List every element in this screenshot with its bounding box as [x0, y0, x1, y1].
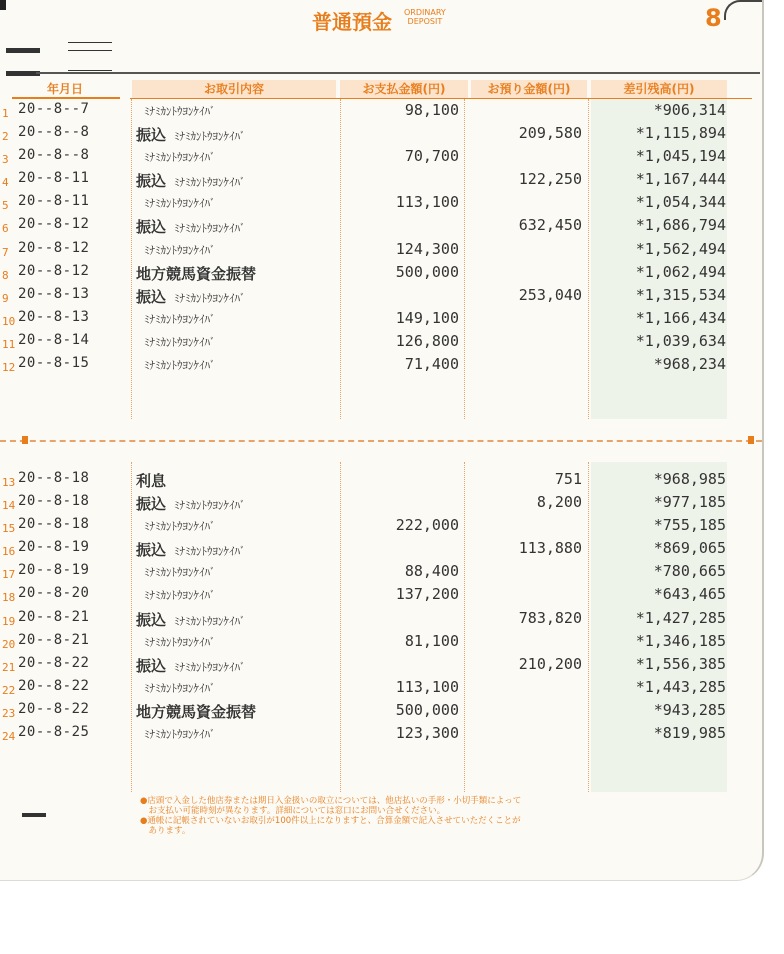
transaction-row	[0, 583, 784, 606]
balance-amount: *1,443,285	[635, 677, 726, 696]
transaction-date: 20--8-20	[18, 585, 90, 602]
transaction-date: 20--8-22	[18, 654, 90, 671]
footnote-line: お支払い可能時刻が異なります。詳細については窓口にお問い合せください。	[140, 806, 446, 816]
transaction-description	[136, 493, 246, 514]
transaction-date: 20--8-18	[18, 516, 90, 533]
balance-amount: *968,985	[653, 470, 726, 488]
row-number: 23	[2, 706, 16, 720]
balance-amount: *1,315,534	[635, 285, 726, 304]
transaction-type: 振込	[136, 656, 167, 675]
transaction-payee: ﾐﾅﾐｶﾝﾄｳﾖﾝｹｲﾊﾞ	[144, 635, 216, 649]
transaction-row	[0, 537, 784, 560]
deposit-amount: 209,580	[518, 124, 582, 143]
transaction-description	[136, 124, 246, 145]
withdrawal-amount: 70,700	[404, 147, 459, 166]
transaction-type: 振込	[136, 172, 167, 191]
column-header-withdrawal: お支払金額(円)	[340, 80, 468, 98]
transaction-payee: ﾐﾅﾐｶﾝﾄｳﾖﾝｹｲﾊﾞ	[174, 614, 246, 628]
balance-amount: *1,167,444	[635, 170, 726, 189]
transaction-row	[0, 168, 784, 191]
withdrawal-amount: 124,300	[395, 239, 459, 258]
transaction-date: 20--8-22	[18, 700, 90, 717]
transaction-description	[136, 470, 174, 491]
transaction-description	[136, 609, 246, 630]
column-header-date: 年月日	[46, 82, 83, 96]
balance-amount: *1,039,634	[635, 331, 726, 350]
transaction-description	[136, 147, 216, 165]
transaction-payee: ﾐﾅﾐｶﾝﾄｳﾖﾝｹｲﾊﾞ	[144, 728, 216, 742]
withdrawal-amount: 123,300	[395, 724, 459, 743]
withdrawal-amount: 113,100	[395, 677, 459, 696]
row-number: 18	[2, 591, 16, 605]
row-number: 10	[2, 314, 16, 328]
transaction-payee: ﾐﾅﾐｶﾝﾄｳﾖﾝｹｲﾊﾞ	[144, 197, 216, 211]
balance-amount: *1,045,194	[635, 147, 726, 166]
deposit-amount: 122,250	[518, 170, 582, 189]
balance-amount: *1,062,494	[635, 262, 726, 281]
transaction-payee: ﾐﾅﾐｶﾝﾄｳﾖﾝｹｲﾊﾞ	[174, 660, 246, 674]
transaction-row	[0, 676, 784, 699]
transaction-type: 振込	[136, 218, 167, 237]
transaction-date: 20--8-12	[18, 262, 90, 279]
transaction-description	[136, 309, 216, 327]
transaction-date: 20--8-21	[18, 631, 90, 648]
line-mark	[68, 70, 112, 71]
transaction-row	[0, 99, 784, 122]
transaction-date: 20--8-11	[18, 170, 90, 187]
transaction-payee: ﾐﾅﾐｶﾝﾄｳﾖﾝｹｲﾊﾞ	[144, 681, 216, 695]
withdrawal-amount: 88,400	[404, 562, 459, 581]
column-header-deposit: お預り金額(円)	[471, 80, 587, 98]
deposit-amount: 8,200	[536, 493, 582, 512]
transaction-date: 20--8-11	[18, 193, 90, 210]
row-number: 9	[2, 291, 9, 305]
transaction-description	[136, 539, 246, 560]
transaction-payee: ﾐﾅﾐｶﾝﾄｳﾖﾝｹｲﾊﾞ	[174, 130, 246, 144]
row-number: 19	[2, 614, 16, 628]
transaction-type: 振込	[136, 126, 167, 145]
footnote-line: あります。	[140, 826, 191, 836]
transaction-description	[136, 101, 216, 119]
row-number: 15	[2, 522, 16, 536]
transaction-date: 20--8--8	[18, 147, 90, 164]
transaction-row	[0, 145, 784, 168]
transaction-row	[0, 630, 784, 653]
transaction-payee: ﾐﾅﾐｶﾝﾄｳﾖﾝｹｲﾊﾞ	[144, 359, 216, 373]
transaction-description	[136, 240, 216, 258]
balance-amount: *1,054,344	[635, 193, 726, 212]
transaction-row	[0, 491, 784, 514]
transaction-date: 20--8-13	[18, 308, 90, 325]
transaction-payee: ﾐﾅﾐｶﾝﾄｳﾖﾝｹｲﾊﾞ	[174, 545, 246, 559]
transaction-payee: ﾐﾅﾐｶﾝﾄｳﾖﾝｹｲﾊﾞ	[144, 566, 216, 580]
transaction-description	[136, 678, 216, 696]
balance-amount: *977,185	[653, 493, 726, 512]
transaction-description	[136, 562, 216, 580]
page-edge-mark	[0, 0, 6, 10]
withdrawal-amount: 500,000	[395, 262, 459, 281]
page-corner	[724, 0, 762, 20]
balance-amount: *1,346,185	[635, 631, 726, 650]
row-number: 17	[2, 568, 16, 582]
withdrawal-amount: 126,800	[395, 331, 459, 350]
row-number: 8	[2, 268, 9, 282]
row-number: 2	[2, 130, 9, 144]
transaction-type: 振込	[136, 287, 167, 306]
transaction-description	[136, 263, 264, 284]
transaction-list-top	[0, 99, 784, 376]
balance-amount: *1,556,385	[635, 654, 726, 673]
row-number: 7	[2, 245, 9, 259]
transaction-payee: ﾐﾅﾐｶﾝﾄｳﾖﾝｹｲﾊﾞ	[144, 312, 216, 326]
withdrawal-amount: 137,200	[395, 585, 459, 604]
row-number: 16	[2, 545, 16, 559]
transaction-type: 利息	[136, 472, 167, 490]
transaction-row	[0, 238, 784, 261]
withdrawal-amount: 149,100	[395, 308, 459, 327]
page-number: 8	[705, 4, 722, 32]
transaction-payee: ﾐﾅﾐｶﾝﾄｳﾖﾝｹｲﾊﾞ	[144, 151, 216, 165]
deposit-amount: 113,880	[518, 539, 582, 558]
balance-amount: *755,185	[653, 516, 726, 535]
transaction-payee: ﾐﾅﾐｶﾝﾄｳﾖﾝｹｲﾊﾞ	[174, 222, 246, 236]
transaction-description	[136, 632, 216, 650]
row-number: 24	[2, 730, 16, 744]
row-number: 11	[2, 337, 16, 351]
withdrawal-amount: 222,000	[395, 516, 459, 535]
transaction-row	[0, 330, 784, 353]
transaction-date: 20--8-19	[18, 539, 90, 556]
transaction-description	[136, 701, 264, 722]
transaction-description	[136, 286, 246, 307]
balance-amount: *1,562,494	[635, 239, 726, 258]
deposit-amount: 751	[554, 470, 582, 488]
withdrawal-amount: 500,000	[395, 700, 459, 719]
transaction-row	[0, 468, 784, 491]
footnotes	[140, 796, 680, 836]
transaction-description	[136, 355, 216, 373]
transaction-type: 地方競馬資金振替	[136, 264, 257, 283]
transaction-date: 20--8-15	[18, 355, 90, 372]
withdrawal-amount: 98,100	[404, 101, 459, 119]
withdrawal-amount: 81,100	[404, 631, 459, 650]
column-header-description: お取引内容	[132, 80, 336, 98]
transaction-date: 20--8-14	[18, 331, 90, 348]
balance-amount: *968,234	[653, 355, 726, 374]
subtitle-line-1: ORDINARY	[404, 8, 446, 17]
transaction-row	[0, 307, 784, 330]
transaction-row	[0, 122, 784, 145]
balance-amount: *1,427,285	[635, 608, 726, 627]
transaction-list-bottom	[0, 468, 784, 745]
transaction-row	[0, 653, 784, 676]
balance-amount: *906,314	[653, 101, 726, 119]
bar-mark	[6, 48, 40, 53]
header-rule	[36, 72, 760, 74]
line-mark	[68, 50, 112, 51]
transaction-row	[0, 514, 784, 537]
deposit-amount: 632,450	[518, 216, 582, 235]
transaction-row	[0, 191, 784, 214]
transaction-description	[136, 585, 216, 603]
transaction-date: 20--8-13	[18, 285, 90, 302]
balance-amount: *1,115,894	[635, 124, 726, 143]
transaction-type: 振込	[136, 495, 167, 514]
balance-amount: *1,686,794	[635, 216, 726, 235]
row-number: 22	[2, 683, 16, 697]
row-number: 3	[2, 153, 9, 167]
bar-mark	[6, 71, 40, 76]
transaction-payee: ﾐﾅﾐｶﾝﾄｳﾖﾝｹｲﾊﾞ	[144, 520, 216, 534]
transaction-date: 20--8-12	[18, 216, 90, 233]
withdrawal-amount: 113,100	[395, 193, 459, 212]
row-number: 4	[2, 176, 9, 190]
row-number: 12	[2, 361, 16, 375]
transaction-date: 20--8--7	[18, 101, 90, 117]
balance-amount: *643,465	[653, 585, 726, 604]
transaction-payee: ﾐﾅﾐｶﾝﾄｳﾖﾝｹｲﾊﾞ	[174, 499, 246, 513]
line-mark	[68, 42, 112, 43]
balance-amount: *943,285	[653, 700, 726, 719]
transaction-payee: ﾐﾅﾐｶﾝﾄｳﾖﾝｹｲﾊﾞ	[144, 335, 216, 349]
transaction-row	[0, 699, 784, 722]
row-number: 14	[2, 499, 16, 513]
transaction-type: 振込	[136, 610, 167, 629]
deposit-amount: 253,040	[518, 285, 582, 304]
footnote-line: ●通帳に記帳されていないお取引が100件以上になりますと、合算金額で記入させていただくことが	[140, 816, 521, 826]
bar-mark	[22, 813, 46, 817]
transaction-row	[0, 722, 784, 745]
balance-amount: *869,065	[653, 539, 726, 558]
page-subtitle	[404, 8, 446, 26]
row-number: 21	[2, 660, 16, 674]
transaction-date: 20--8-22	[18, 677, 90, 694]
transaction-row	[0, 214, 784, 237]
deposit-amount: 210,200	[518, 654, 582, 673]
transaction-row	[0, 560, 784, 583]
transaction-row	[0, 284, 784, 307]
page-fold-line	[0, 440, 762, 443]
subtitle-line-2: DEPOSIT	[407, 17, 443, 26]
transaction-type: 振込	[136, 541, 167, 560]
row-number: 5	[2, 199, 9, 213]
row-number: 1	[2, 107, 9, 120]
page-title: 普通預金	[312, 10, 392, 34]
transaction-date: 20--8--8	[18, 124, 90, 141]
balance-amount: *1,166,434	[635, 308, 726, 327]
transaction-row	[0, 607, 784, 630]
withdrawal-amount: 71,400	[404, 355, 459, 374]
fold-mark	[22, 436, 28, 444]
transaction-date: 20--8-18	[18, 493, 90, 510]
transaction-type: 地方競馬資金振替	[136, 702, 257, 721]
balance-amount: *819,985	[653, 724, 726, 743]
transaction-description	[136, 724, 216, 742]
transaction-date: 20--8-12	[18, 239, 90, 256]
transaction-payee: ﾐﾅﾐｶﾝﾄｳﾖﾝｹｲﾊﾞ	[174, 291, 246, 305]
transaction-date: 20--8-19	[18, 562, 90, 579]
column-header-balance: 差引残高(円)	[591, 80, 727, 98]
row-number: 13	[2, 476, 16, 489]
transaction-payee: ﾐﾅﾐｶﾝﾄｳﾖﾝｹｲﾊﾞ	[174, 176, 246, 190]
transaction-description	[136, 216, 246, 237]
transaction-date: 20--8-21	[18, 608, 90, 625]
transaction-row	[0, 261, 784, 284]
transaction-payee: ﾐﾅﾐｶﾝﾄｳﾖﾝｹｲﾊﾞ	[144, 105, 216, 118]
transaction-date: 20--8-18	[18, 470, 90, 486]
transaction-description	[136, 170, 246, 191]
transaction-description	[136, 332, 216, 350]
footnote-line: ●店頭で入金した他店券または期日入金扱いの取立については、他店払いの手形・小切手類によって	[140, 796, 522, 806]
deposit-amount: 783,820	[518, 608, 582, 627]
row-number: 20	[2, 637, 16, 651]
fold-mark	[748, 436, 754, 444]
transaction-payee: ﾐﾅﾐｶﾝﾄｳﾖﾝｹｲﾊﾞ	[144, 589, 216, 603]
balance-amount: *780,665	[653, 562, 726, 581]
transaction-description	[136, 655, 246, 676]
transaction-date: 20--8-25	[18, 724, 90, 741]
transaction-payee: ﾐﾅﾐｶﾝﾄｳﾖﾝｹｲﾊﾞ	[144, 243, 216, 257]
transaction-row	[0, 353, 784, 376]
transaction-description	[136, 193, 216, 211]
transaction-description	[136, 516, 216, 534]
row-number: 6	[2, 222, 9, 236]
